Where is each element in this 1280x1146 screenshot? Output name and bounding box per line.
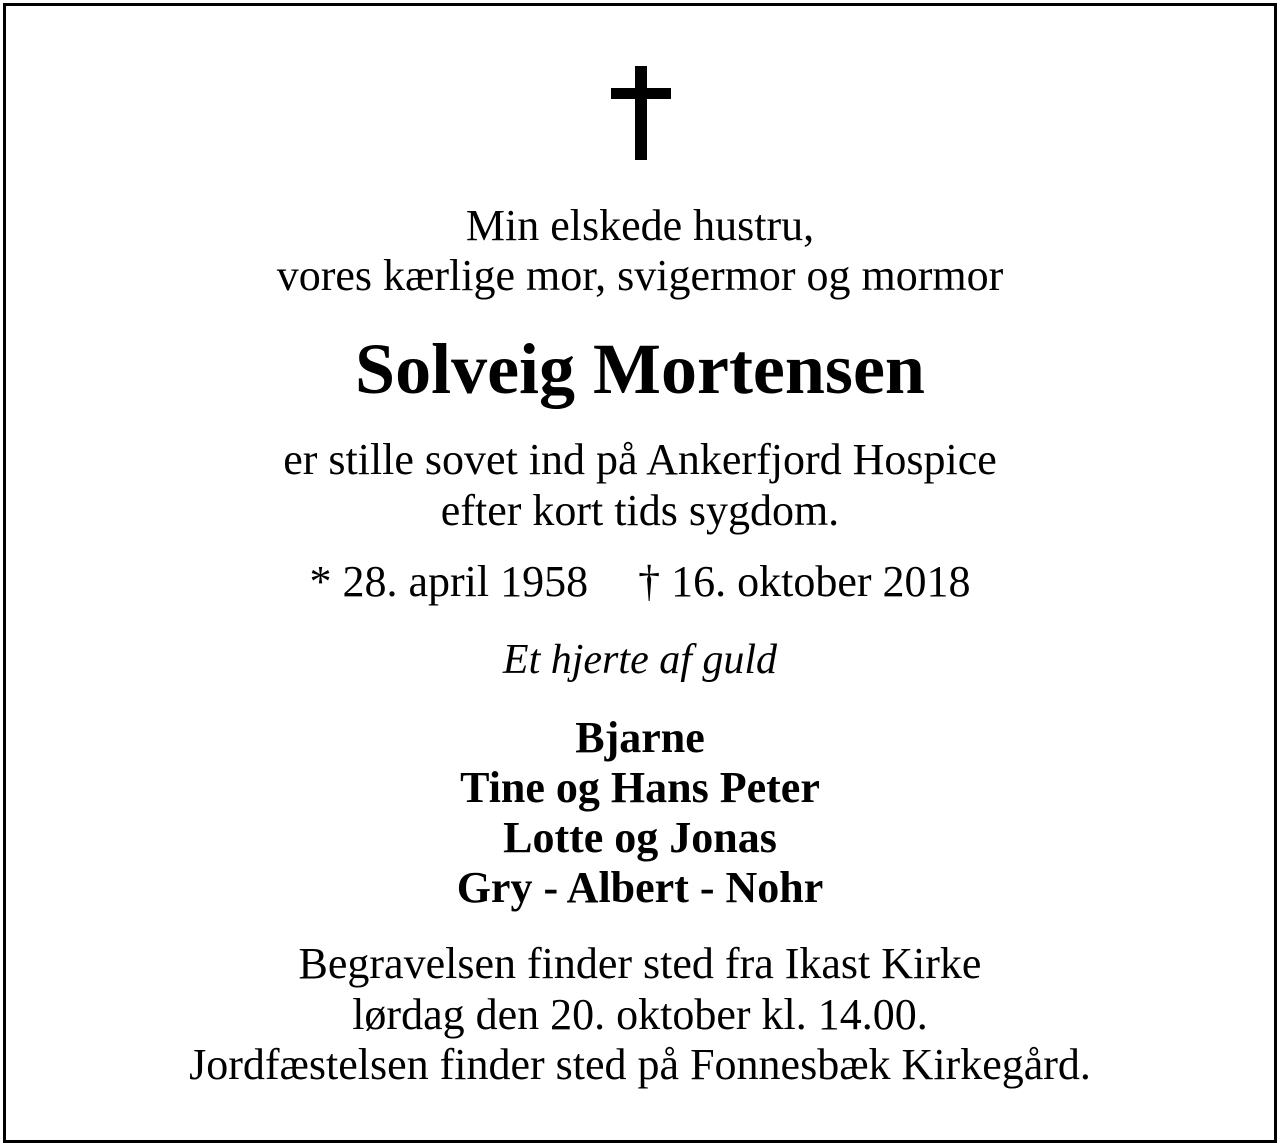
family-line-4: Gry - Albert - Nohr — [456, 863, 824, 912]
death-date: † 16. oktober 2018 — [638, 557, 971, 606]
passing-line-1: er stille sovet ind på Ankerfjord Hospice — [283, 435, 997, 484]
birth-date: * 28. april 1958 — [309, 557, 589, 606]
family-line-2: Tine og Hans Peter — [460, 763, 820, 812]
funeral-line-3: Jordfæstelsen finder sted på Fonnesbæk Kirkegård. — [189, 1040, 1091, 1089]
family-line-1: Bjarne — [575, 713, 705, 762]
family-line-3: Lotte og Jonas — [503, 813, 777, 862]
passing-line-2: efter kort tids sygdom. — [440, 486, 840, 535]
intro-line-2: vores kærlige mor, svigermor og mormor — [276, 251, 1004, 300]
funeral-line-1: Begravelsen finder sted fra Ikast Kirke — [298, 939, 982, 988]
deceased-name: Solveig Mortensen — [355, 329, 925, 409]
life-dates — [0, 556, 1280, 607]
motto: Et hjerte af guld — [502, 637, 778, 683]
funeral-line-2: lørdag den 20. oktober kl. 14.00. — [352, 990, 928, 1039]
cross-icon — [611, 66, 671, 160]
intro-line-1: Min elskede hustru, — [465, 201, 815, 250]
